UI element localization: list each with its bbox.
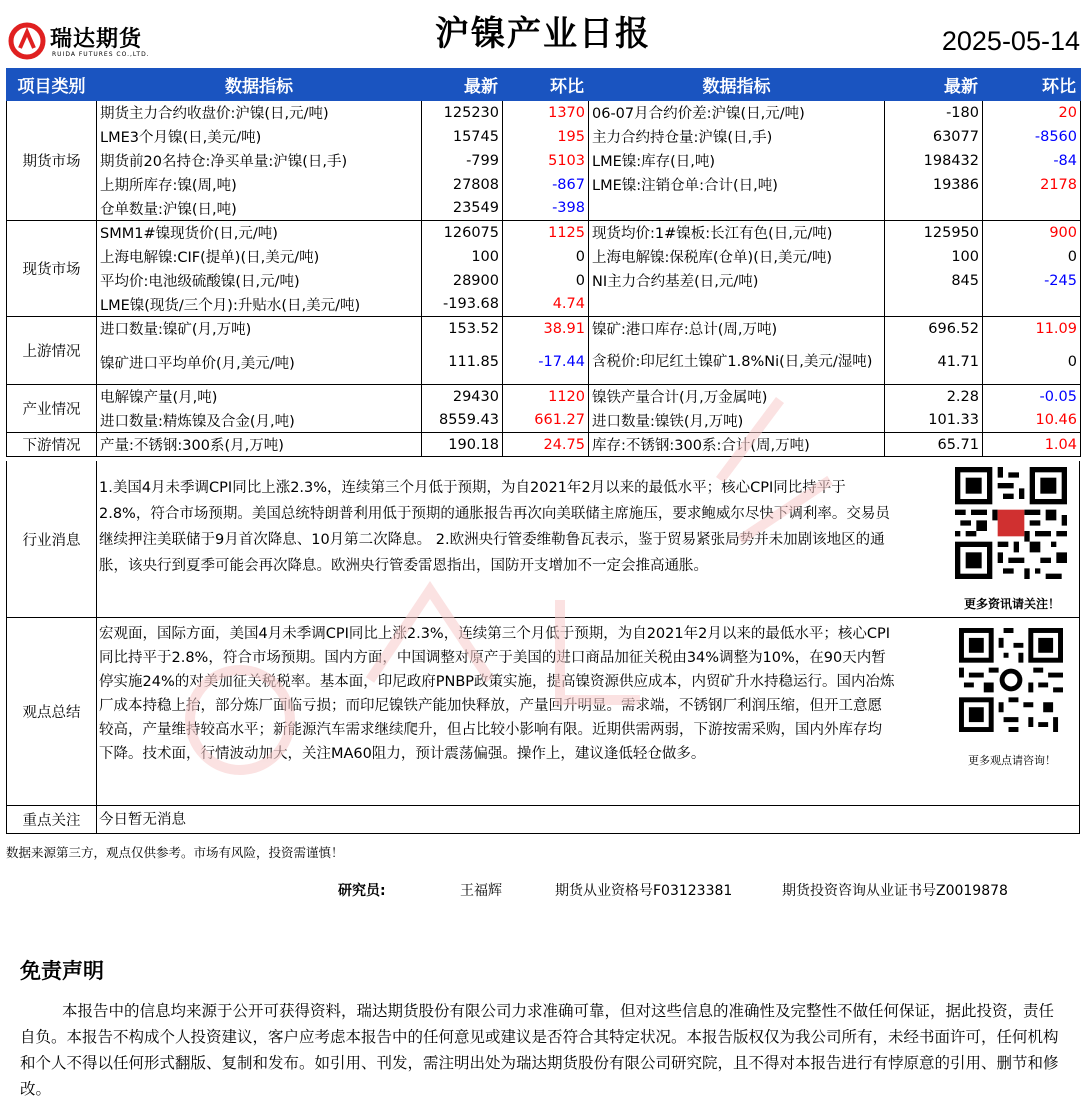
table-row	[7, 317, 1081, 341]
page-title: 沪镍产业日报	[435, 14, 651, 54]
focus-text: 今日暂无消息	[99, 812, 186, 828]
column-header: 最新	[885, 69, 983, 101]
change-value: 0	[983, 245, 1081, 269]
indicator-name: NI主力合约基差(日,元/吨)	[589, 269, 885, 293]
focus-section	[6, 806, 1080, 834]
column-header: 数据指标	[589, 69, 885, 101]
latest-value: 845	[885, 269, 983, 293]
table-row	[7, 173, 1081, 197]
change-value: 0	[503, 269, 589, 293]
latest-value: 8559.43	[422, 409, 503, 433]
change-value: 11.09	[983, 317, 1081, 341]
category-news: 行业消息	[7, 461, 97, 617]
table-row	[7, 125, 1081, 149]
change-value: -17.44	[503, 341, 589, 385]
indicator-name: 镍矿:港口库存:总计(周,万吨)	[589, 317, 885, 341]
indicator-name: 现货均价:1#镍板:长江有色(日,元/吨)	[589, 221, 885, 245]
table-row	[7, 149, 1081, 173]
table-row	[7, 221, 1081, 245]
news-section	[6, 461, 1080, 618]
latest-value: -799	[422, 149, 503, 173]
latest-value: 696.52	[885, 317, 983, 341]
change-value: 2178	[983, 173, 1081, 197]
indicator-name: 进口数量:镍矿(月,万吨)	[97, 317, 422, 341]
change-value: 24.75	[503, 433, 589, 457]
indicator-name: 上海电解镍:CIF(提单)(日,美元/吨)	[97, 245, 422, 269]
change-value: 900	[983, 221, 1081, 245]
change-value: 5103	[503, 149, 589, 173]
category-futures: 期货市场	[7, 101, 97, 221]
change-value: -245	[983, 269, 1081, 293]
change-value: 1.04	[983, 433, 1081, 457]
indicator-name: 镍铁产量合计(月,万金属吨)	[589, 385, 885, 409]
report-date: 2025-05-14	[941, 26, 1080, 56]
change-value: -84	[983, 149, 1081, 173]
logo-text: 瑞达期货	[50, 27, 143, 52]
qr-code-icon	[959, 628, 1063, 732]
indicator-name: 期货主力合约收盘价:沪镍(日,元/吨)	[97, 101, 422, 125]
change-value: 1370	[503, 101, 589, 125]
change-value: 1120	[503, 385, 589, 409]
researcher-label: 研究员:	[338, 883, 386, 899]
latest-value: 41.71	[885, 341, 983, 385]
category-view: 观点总结	[7, 618, 97, 805]
change-value: 10.46	[983, 409, 1081, 433]
indicator-name: 上期所库存:镍(周,吨)	[97, 173, 422, 197]
latest-value: 19386	[885, 173, 983, 197]
indicator-name: 进口数量:镍铁(月,万吨)	[589, 409, 885, 433]
indicator-name: 进口数量:精炼镍及合金(月,吨)	[97, 409, 422, 433]
indicator-name: 含税价:印尼红土镍矿1.8%Ni(日,美元/湿吨)	[589, 341, 885, 385]
change-value: 0	[503, 245, 589, 269]
change-value: 4.74	[503, 293, 589, 317]
latest-value: 27808	[422, 173, 503, 197]
disclaimer-title: 免责声明	[20, 959, 104, 983]
logo-subtext: RUIDA FUTURES CO.,LTD.	[52, 51, 150, 58]
qr-caption: 更多观点请咨询！	[968, 754, 1056, 767]
table-row	[7, 409, 1081, 433]
change-value: 1125	[503, 221, 589, 245]
indicator-name: 期货前20名持仓:净买单量:沪镍(日,手)	[97, 149, 422, 173]
category-upstream: 上游情况	[7, 317, 97, 385]
change-value	[983, 197, 1081, 221]
latest-value: 23549	[422, 197, 503, 221]
table-row	[7, 197, 1081, 221]
latest-value: 28900	[422, 269, 503, 293]
indicator-name: LME镍(现货/三个月):升贴水(日,美元/吨)	[97, 293, 422, 317]
indicator-name: LME3个月镍(日,美元/吨)	[97, 125, 422, 149]
category-focus: 重点关注	[7, 806, 97, 833]
table-header-row	[7, 69, 1081, 101]
latest-value: 63077	[885, 125, 983, 149]
change-value	[983, 293, 1081, 317]
qr-caption: 更多资讯请关注！	[963, 597, 1060, 611]
category-downstream: 下游情况	[7, 433, 97, 457]
disclaimer-text: 本报告中的信息均来源于公开可获得资料，瑞达期货股份有限公司力求准确可靠，但对这些信息的准确性及完整性不做任何保证，据此投资，责任自负。本报告不构成个人投资建议，客户应考虑本报告中的任何意见或建议是否符合其特定状况。本报告版权仅为我公司所有，未经书面许可，任何机构和个人不得以任何形式翻版、复制和发布。如引用、刊发，需注明出处为瑞达期货股份有限公司研究院，且不得对本报告进行有悖原意的引用、删节和修改。	[20, 1002, 1059, 1098]
table-row	[7, 101, 1081, 125]
change-value: 195	[503, 125, 589, 149]
change-value: -8560	[983, 125, 1081, 149]
latest-value: 65.71	[885, 433, 983, 457]
category-industry: 产业情况	[7, 385, 97, 433]
risk-note: 数据来源第三方，观点仅供参考。市场有风险，投资需谨慎！	[6, 845, 344, 860]
latest-value: -193.68	[422, 293, 503, 317]
indicator-name: LME镍:库存(日,吨)	[589, 149, 885, 173]
consulting-license-number: 期货投资咨询从业证书号Z0019878	[782, 883, 1008, 899]
table-row	[7, 341, 1081, 385]
change-value: -0.05	[983, 385, 1081, 409]
change-value: 661.27	[503, 409, 589, 433]
change-value: 38.91	[503, 317, 589, 341]
change-value: 0	[983, 341, 1081, 385]
latest-value: 15745	[422, 125, 503, 149]
column-header: 环比	[503, 69, 589, 101]
column-header: 环比	[983, 69, 1081, 101]
latest-value: 153.52	[422, 317, 503, 341]
indicator-name: LME镍:注销仓单:合计(日,吨)	[589, 173, 885, 197]
view-text: 宏观面，国际方面，美国4月未季调CPI同比上涨2.3%，连续第三个月低于预期，为自2021年2月以来的最低水平；核心CPI同比持平于2.8%，符合市场预期。国内方面，中国调整对原产于美国的进口商品加征关税由34%调整为10%，在90天内暂停实施24%的对美加征关税税率。基本面，印尼政府PNBP政策实施，提高镍资源供应成本，内贸矿升水持稳运行。国内冶炼厂成本持稳上抬，部分炼厂面临亏损；而印尼镍铁产能加快释放，产量回升明显。需求端，不锈钢厂利润压缩，但开工意愿较高，产量维持较高水平；新能源汽车需求继续爬升，但占比较小影响有限。近期供需两弱，下游按需采购，国内外库存均下降。技术面，行情波动加大，关注MA60阻力，预计震荡偏强。操作上，建议逢低轻仓做多。	[99, 626, 895, 762]
latest-value: 100	[885, 245, 983, 269]
indicator-name: 上海电解镍:保税库(仓单)(日,美元/吨)	[589, 245, 885, 269]
latest-value: 190.18	[422, 433, 503, 457]
category-spot: 现货市场	[7, 221, 97, 317]
researcher-name: 王福辉	[460, 883, 502, 899]
latest-value: 100	[422, 245, 503, 269]
latest-value: 101.33	[885, 409, 983, 433]
column-header: 数据指标	[97, 69, 422, 101]
column-header: 项目类别	[7, 69, 97, 101]
latest-value: 198432	[885, 149, 983, 173]
change-value: -398	[503, 197, 589, 221]
license-number: 期货从业资格号F03123381	[555, 883, 733, 899]
indicator-name: 06-07月合约价差:沪镍(日,元/吨)	[589, 101, 885, 125]
news-text: 1.美国4月未季调CPI同比上涨2.3%，连续第三个月低于预期，为自2021年2月以来的最低水平；核心CPI同比持平于2.8%，符合市场预期。美国总统特朗普利用低于预期的通胀报告再次向美联储主席施压，要求鲍威尔尽快下调利率。交易员继续押注美联储于9月首次降息、10月第二次降息。 2.欧洲央行管委维勒鲁瓦表示，鉴于贸易紧张局势并未加剧该地区的通胀，该央行到夏季可能会再次降息。欧洲央行管委雷恩指出，国防开支增加不一定会推高通胀。	[99, 480, 890, 574]
latest-value: 125230	[422, 101, 503, 125]
table-row	[7, 269, 1081, 293]
latest-value	[885, 293, 983, 317]
latest-value	[885, 197, 983, 221]
indicator-name	[589, 197, 885, 221]
latest-value: 111.85	[422, 341, 503, 385]
indicator-name	[589, 293, 885, 317]
indicator-name: 库存:不锈钢:300系:合计(周,万吨)	[589, 433, 885, 457]
table-row	[7, 293, 1081, 317]
column-header: 最新	[422, 69, 503, 101]
latest-value: 125950	[885, 221, 983, 245]
report-header	[0, 0, 1086, 68]
indicator-name: SMM1#镍现货价(日,元/吨)	[97, 221, 422, 245]
latest-value: 126075	[422, 221, 503, 245]
indicator-name: 主力合约持仓量:沪镍(日,手)	[589, 125, 885, 149]
latest-value: -180	[885, 101, 983, 125]
table-row	[7, 385, 1081, 409]
indicator-name: 产量:不锈钢:300系(月,万吨)	[97, 433, 422, 457]
data-table	[6, 68, 1081, 457]
table-row	[7, 245, 1081, 269]
change-value: 20	[983, 101, 1081, 125]
indicator-name: 平均价:电池级硫酸镍(日,元/吨)	[97, 269, 422, 293]
view-section	[6, 618, 1080, 806]
latest-value: 29430	[422, 385, 503, 409]
table-row	[7, 433, 1081, 457]
latest-value: 2.28	[885, 385, 983, 409]
indicator-name: 仓单数量:沪镍(日,吨)	[97, 197, 422, 221]
qr-code-icon	[955, 467, 1067, 579]
change-value: -867	[503, 173, 589, 197]
indicator-name: 电解镍产量(月,吨)	[97, 385, 422, 409]
indicator-name: 镍矿进口平均单价(月,美元/吨)	[97, 341, 422, 385]
